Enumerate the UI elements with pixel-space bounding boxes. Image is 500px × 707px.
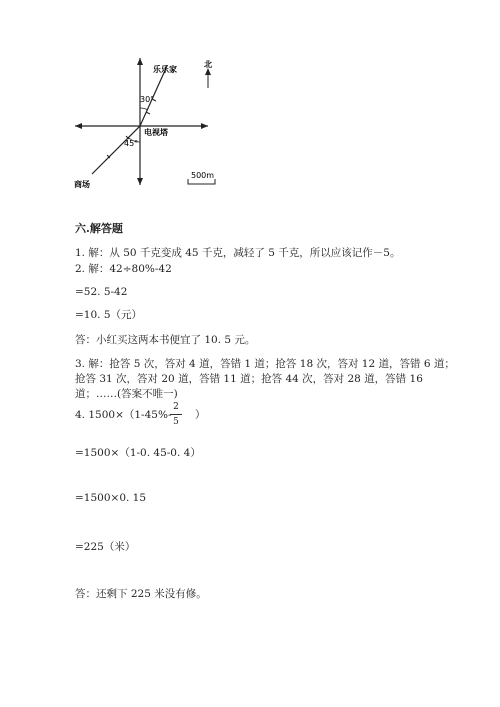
direction-diagram (70, 50, 230, 200)
answer-2-line-2: =52. 5-42 (75, 286, 128, 298)
scale-label: 500m (191, 171, 215, 180)
north-arrowhead (137, 58, 143, 65)
answer-3-line-3: 道；……(答案不唯一) (75, 388, 178, 400)
arc-30 (140, 108, 148, 110)
answer-4-line-1: 4. 1500×（1-45%- (75, 409, 172, 421)
answer-4-conclusion: 答：还剩下 225 米没有修。 (75, 588, 207, 600)
answer-4-line-3: =1500×0. 15 (75, 492, 147, 504)
west-arrowhead (75, 123, 82, 129)
fraction-numerator: 2 (173, 402, 179, 412)
answer-4-line-4: =225（米） (75, 541, 136, 553)
line-to-mall (92, 126, 140, 174)
answer-2-line-3: =10. 5（元） (75, 309, 143, 321)
east-arrowhead (201, 123, 208, 129)
answer-2-line-1: 2. 解：42÷80%-42 (75, 263, 172, 275)
fraction-denominator: 5 (173, 417, 179, 427)
answer-1: 1. 解：从 50 千克变成 45 千克，减轻了 5 千克，所以应该记作－5。 (75, 247, 401, 259)
mall-label: 商场 (74, 180, 90, 189)
answer-3-line-2: 抢答 31 次，答对 20 道，答错 11 道；抢答 44 次，答对 28 道，答错 16 (75, 373, 423, 385)
angle-30-label: 30° (140, 95, 155, 104)
diagram-svg (70, 50, 230, 200)
answer-4-line-2: =1500×（1-0. 45-0. 4） (75, 447, 201, 459)
angle-45-label: 45° (124, 139, 139, 148)
answer-2-conclusion: 答：小红买这两本书便宜了 10. 5 元。 (75, 334, 256, 346)
answer-3-line-1: 3. 解：抢答 5 次，答对 4 道，答错 1 道；抢答 18 次，答对 12 道，答错 6 道； (75, 358, 455, 370)
south-arrowhead (137, 178, 143, 185)
tv-tower-label: 电视塔 (144, 128, 168, 137)
section-title: 六.解答题 (75, 222, 123, 235)
fraction-two-fifths (170, 402, 182, 427)
north-label: 北 (204, 60, 212, 69)
home-label: 乐乐家 (153, 65, 177, 74)
answer-4-close-paren: ） (195, 409, 206, 421)
